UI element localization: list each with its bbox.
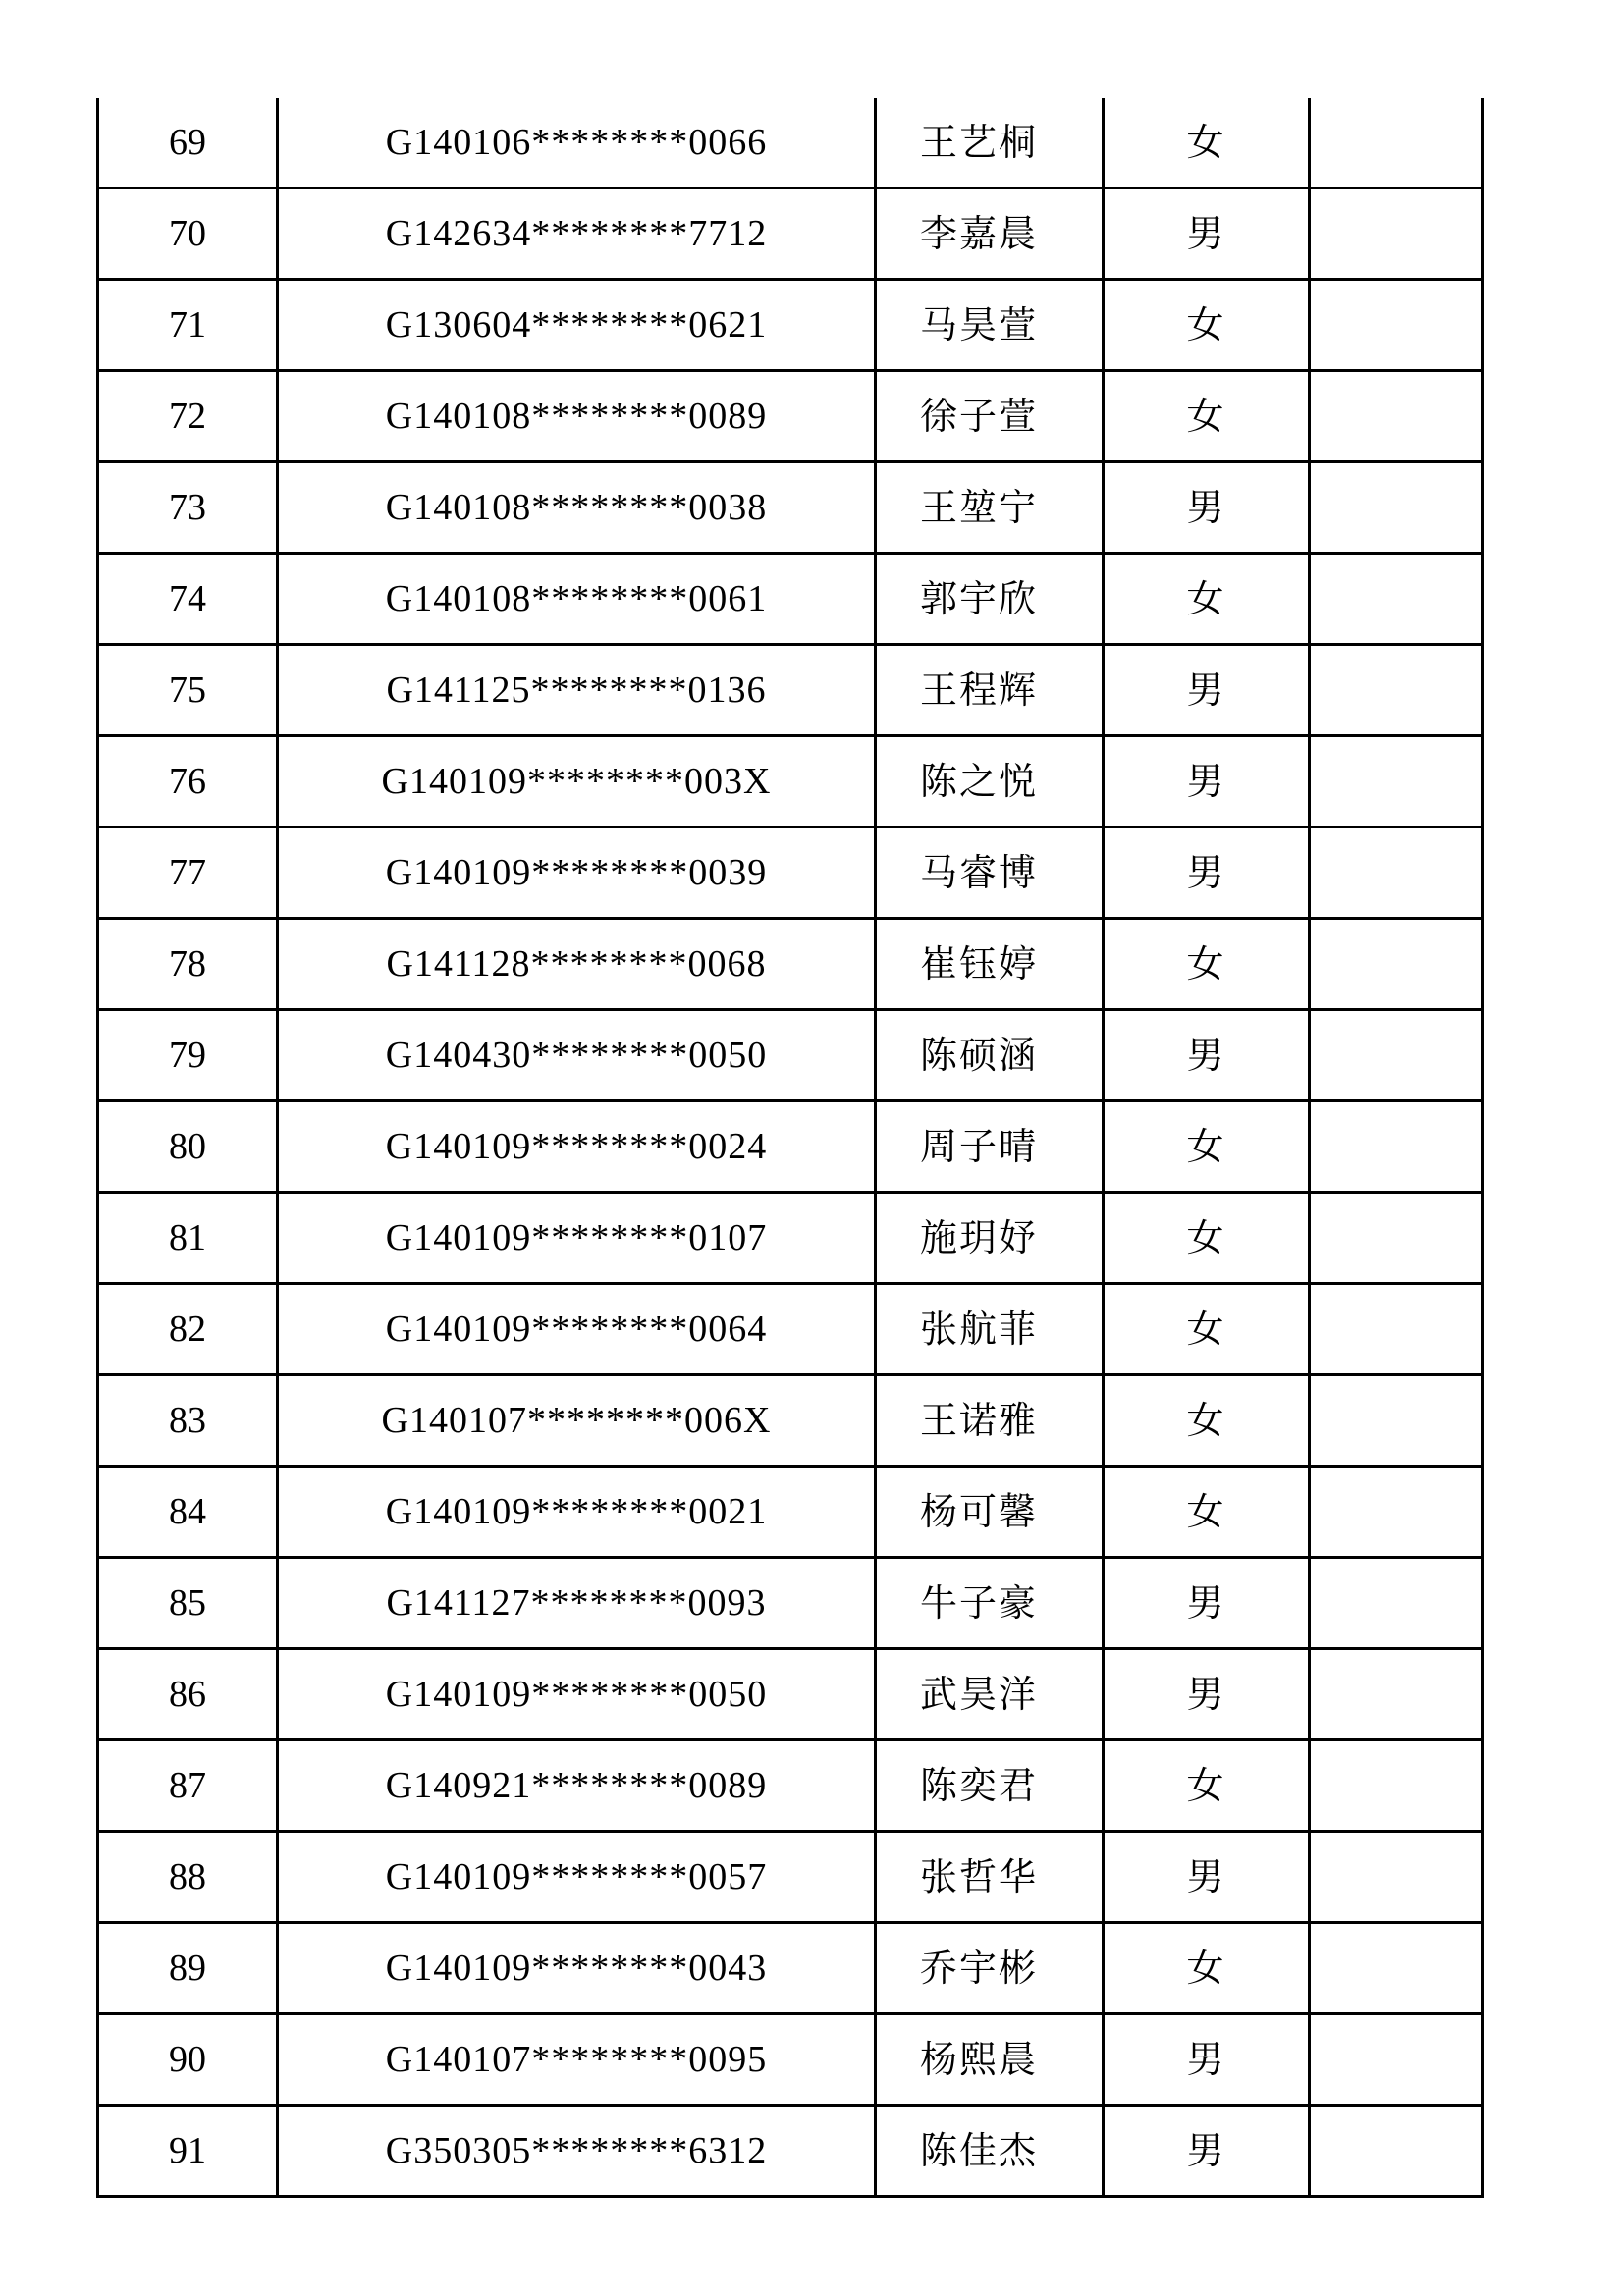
id-number-cell: G140921********0089 (278, 1740, 876, 1832)
id-number-cell: G140108********0061 (278, 554, 876, 645)
gender-cell: 男 (1104, 1649, 1310, 1740)
gender-cell: 男 (1104, 188, 1310, 280)
row-number-cell: 89 (98, 1923, 278, 2014)
table-row (98, 98, 1483, 188)
row-number-cell: 82 (98, 1284, 278, 1375)
gender-cell: 男 (1104, 1832, 1310, 1923)
student-name-cell: 陈奕君 (876, 1740, 1104, 1832)
student-name-cell: 王程辉 (876, 645, 1104, 736)
row-number-cell: 90 (98, 2014, 278, 2106)
roster-table (96, 98, 1484, 2198)
student-name-cell: 杨熙晨 (876, 2014, 1104, 2106)
student-name-cell: 王堃宁 (876, 462, 1104, 554)
table-row (98, 1923, 1483, 2014)
remark-cell (1310, 1193, 1483, 1284)
row-number-cell: 75 (98, 645, 278, 736)
student-name-cell: 张哲华 (876, 1832, 1104, 1923)
student-name-cell: 张航菲 (876, 1284, 1104, 1375)
table-row (98, 1740, 1483, 1832)
table-row (98, 188, 1483, 280)
table-row (98, 1467, 1483, 1558)
gender-cell: 女 (1104, 1740, 1310, 1832)
student-name-cell: 马昊萱 (876, 280, 1104, 371)
remark-cell (1310, 280, 1483, 371)
table-row (98, 919, 1483, 1010)
remark-cell (1310, 645, 1483, 736)
gender-cell: 女 (1104, 1923, 1310, 2014)
gender-cell: 女 (1104, 371, 1310, 462)
id-number-cell: G140109********0057 (278, 1832, 876, 1923)
remark-cell (1310, 1375, 1483, 1467)
id-number-cell: G130604********0621 (278, 280, 876, 371)
table-row (98, 1010, 1483, 1101)
id-number-cell: G140106********0066 (278, 98, 876, 188)
remark-cell (1310, 1740, 1483, 1832)
student-name-cell: 郭宇欣 (876, 554, 1104, 645)
remark-cell (1310, 1923, 1483, 2014)
gender-cell: 女 (1104, 98, 1310, 188)
gender-cell: 男 (1104, 462, 1310, 554)
student-name-cell: 崔钰婷 (876, 919, 1104, 1010)
id-number-cell: G140109********0039 (278, 828, 876, 919)
remark-cell (1310, 1101, 1483, 1193)
gender-cell: 女 (1104, 280, 1310, 371)
table-row (98, 645, 1483, 736)
row-number-cell: 85 (98, 1558, 278, 1649)
table-row (98, 280, 1483, 371)
table-row (98, 2014, 1483, 2106)
id-number-cell: G350305********6312 (278, 2106, 876, 2197)
row-number-cell: 91 (98, 2106, 278, 2197)
id-number-cell: G140109********0107 (278, 1193, 876, 1284)
student-name-cell: 牛子豪 (876, 1558, 1104, 1649)
student-name-cell: 马睿博 (876, 828, 1104, 919)
roster-body (98, 98, 1483, 2197)
row-number-cell: 69 (98, 98, 278, 188)
remark-cell (1310, 1010, 1483, 1101)
gender-cell: 女 (1104, 1284, 1310, 1375)
row-number-cell: 77 (98, 828, 278, 919)
student-name-cell: 陈佳杰 (876, 2106, 1104, 2197)
gender-cell: 男 (1104, 828, 1310, 919)
gender-cell: 女 (1104, 1375, 1310, 1467)
row-number-cell: 84 (98, 1467, 278, 1558)
id-number-cell: G140108********0089 (278, 371, 876, 462)
gender-cell: 女 (1104, 1101, 1310, 1193)
table-row (98, 371, 1483, 462)
id-number-cell: G140107********006X (278, 1375, 876, 1467)
row-number-cell: 81 (98, 1193, 278, 1284)
id-number-cell: G140109********0043 (278, 1923, 876, 2014)
remark-cell (1310, 1467, 1483, 1558)
remark-cell (1310, 554, 1483, 645)
remark-cell (1310, 1284, 1483, 1375)
row-number-cell: 72 (98, 371, 278, 462)
remark-cell (1310, 188, 1483, 280)
remark-cell (1310, 919, 1483, 1010)
gender-cell: 女 (1104, 1193, 1310, 1284)
id-number-cell: G140107********0095 (278, 2014, 876, 2106)
row-number-cell: 80 (98, 1101, 278, 1193)
student-name-cell: 乔宇彬 (876, 1923, 1104, 2014)
remark-cell (1310, 736, 1483, 828)
student-name-cell: 王艺桐 (876, 98, 1104, 188)
remark-cell (1310, 2106, 1483, 2197)
gender-cell: 女 (1104, 1467, 1310, 1558)
table-row (98, 1375, 1483, 1467)
id-number-cell: G140108********0038 (278, 462, 876, 554)
row-number-cell: 73 (98, 462, 278, 554)
id-number-cell: G140430********0050 (278, 1010, 876, 1101)
gender-cell: 男 (1104, 1010, 1310, 1101)
student-name-cell: 徐子萱 (876, 371, 1104, 462)
remark-cell (1310, 828, 1483, 919)
id-number-cell: G141127********0093 (278, 1558, 876, 1649)
gender-cell: 女 (1104, 919, 1310, 1010)
row-number-cell: 79 (98, 1010, 278, 1101)
remark-cell (1310, 371, 1483, 462)
table-row (98, 1284, 1483, 1375)
gender-cell: 女 (1104, 554, 1310, 645)
row-number-cell: 83 (98, 1375, 278, 1467)
table-row (98, 1832, 1483, 1923)
gender-cell: 男 (1104, 645, 1310, 736)
remark-cell (1310, 2014, 1483, 2106)
gender-cell: 男 (1104, 736, 1310, 828)
id-number-cell: G140109********0024 (278, 1101, 876, 1193)
student-name-cell: 王诺雅 (876, 1375, 1104, 1467)
remark-cell (1310, 462, 1483, 554)
row-number-cell: 88 (98, 1832, 278, 1923)
id-number-cell: G142634********7712 (278, 188, 876, 280)
id-number-cell: G140109********003X (278, 736, 876, 828)
row-number-cell: 74 (98, 554, 278, 645)
remark-cell (1310, 1649, 1483, 1740)
table-row (98, 1101, 1483, 1193)
remark-cell (1310, 1558, 1483, 1649)
row-number-cell: 76 (98, 736, 278, 828)
table-row (98, 2106, 1483, 2197)
id-number-cell: G140109********0050 (278, 1649, 876, 1740)
table-row (98, 736, 1483, 828)
student-name-cell: 周子晴 (876, 1101, 1104, 1193)
id-number-cell: G141125********0136 (278, 645, 876, 736)
student-name-cell: 杨可馨 (876, 1467, 1104, 1558)
remark-cell (1310, 98, 1483, 188)
gender-cell: 男 (1104, 2106, 1310, 2197)
student-name-cell: 李嘉晨 (876, 188, 1104, 280)
student-name-cell: 施玥妤 (876, 1193, 1104, 1284)
table-row (98, 1558, 1483, 1649)
row-number-cell: 70 (98, 188, 278, 280)
id-number-cell: G141128********0068 (278, 919, 876, 1010)
table-row (98, 828, 1483, 919)
student-name-cell: 武昊洋 (876, 1649, 1104, 1740)
student-name-cell: 陈之悦 (876, 736, 1104, 828)
gender-cell: 男 (1104, 1558, 1310, 1649)
row-number-cell: 71 (98, 280, 278, 371)
row-number-cell: 87 (98, 1740, 278, 1832)
student-name-cell: 陈硕涵 (876, 1010, 1104, 1101)
id-number-cell: G140109********0064 (278, 1284, 876, 1375)
table-row (98, 554, 1483, 645)
row-number-cell: 78 (98, 919, 278, 1010)
id-number-cell: G140109********0021 (278, 1467, 876, 1558)
table-row (98, 1193, 1483, 1284)
remark-cell (1310, 1832, 1483, 1923)
gender-cell: 男 (1104, 2014, 1310, 2106)
table-row (98, 1649, 1483, 1740)
row-number-cell: 86 (98, 1649, 278, 1740)
table-row (98, 462, 1483, 554)
